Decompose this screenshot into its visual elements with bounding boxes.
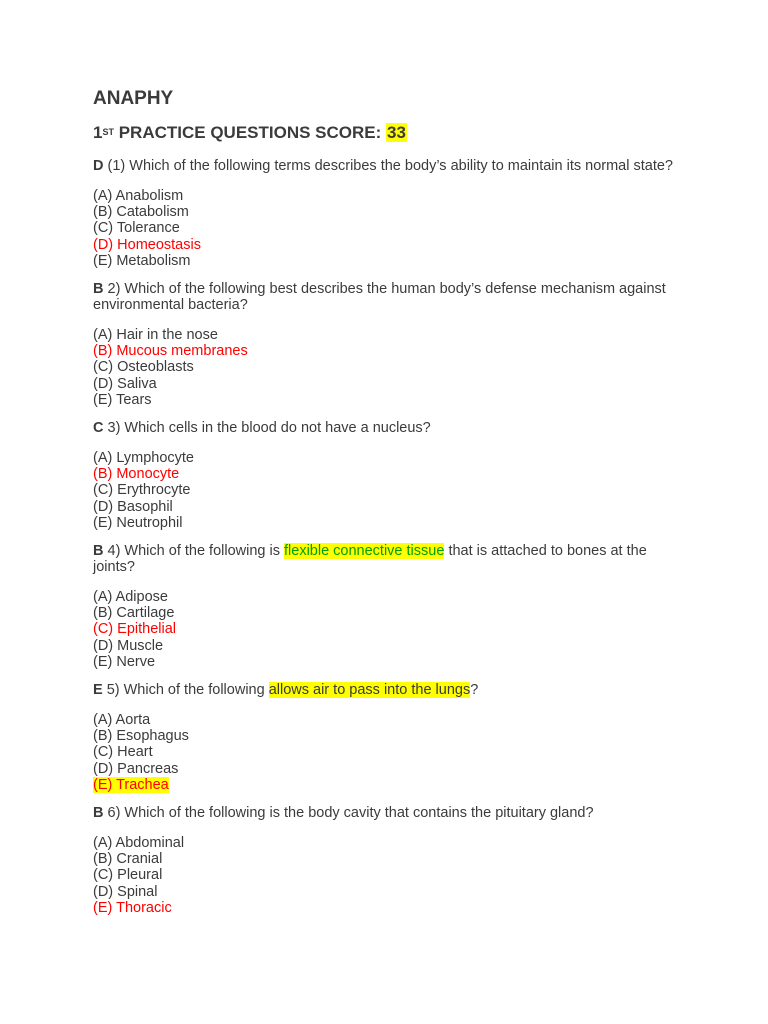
option-4a: (A) Adipose [93, 589, 168, 606]
option-5e-marked: (E) Trachea [93, 776, 169, 793]
option-1c: (C) Tolerance [93, 220, 180, 237]
heading-ordinal: ST [102, 127, 114, 137]
question-2-options [93, 327, 683, 408]
heading-text: PRACTICE QUESTIONS SCORE: [113, 123, 387, 142]
question-4-text-after: that is attached to bones at the joints? [93, 543, 647, 576]
option-2c: (C) Osteoblasts [93, 359, 194, 376]
question-6-answer: B [93, 805, 104, 822]
heading-number: 1 [93, 123, 103, 142]
option-3e: (E) Neutrophil [93, 514, 183, 531]
option-2a: (A) Hair in the nose [93, 327, 218, 344]
option-2b-marked: (B) Mucous membranes [93, 343, 248, 360]
question-5-answer: E [93, 682, 103, 699]
question-5-text-after: ? [470, 682, 479, 699]
question-3-options [93, 450, 683, 531]
question-3 [93, 420, 683, 436]
option-1d-marked: (D) Homeostasis [93, 236, 201, 253]
question-5-options [93, 712, 683, 793]
question-2-text: 2) Which of the following best describes the human body’s defense mechanism against environmental bacteria? [93, 281, 666, 314]
option-1b: (B) Catabolism [93, 204, 189, 221]
question-4-options [93, 589, 683, 670]
question-4 [93, 543, 683, 575]
option-4b: (B) Cartilage [93, 605, 175, 622]
question-2-answer: B [93, 281, 104, 298]
question-3-answer: C [93, 420, 104, 437]
option-6e-marked: (E) Thoracic [93, 899, 172, 916]
score-heading [93, 122, 683, 144]
document-title: ANAPHY [93, 88, 174, 109]
question-5-text-before: 5) Which of the following [102, 682, 269, 699]
score-value: 33 [387, 123, 406, 142]
option-4c-marked: (C) Epithelial [93, 621, 176, 638]
option-3c: (C) Erythrocyte [93, 482, 191, 499]
option-5d: (D) Pancreas [93, 760, 179, 777]
question-6 [93, 805, 683, 821]
question-2 [93, 281, 683, 313]
option-3b-marked: (B) Monocyte [93, 466, 180, 483]
option-5a: (A) Aorta [93, 712, 151, 729]
question-5-highlight: allows air to pass into the lungs [268, 682, 471, 699]
option-6a: (A) Abdominal [93, 835, 185, 852]
option-6c: (C) Pleural [93, 867, 163, 884]
document-content [93, 88, 683, 928]
question-1 [93, 158, 683, 174]
option-1e: (E) Metabolism [93, 252, 191, 269]
option-5b: (B) Esophagus [93, 728, 189, 745]
question-4-answer: B [93, 543, 104, 560]
option-3d: (D) Basophil [93, 498, 173, 515]
question-4-highlight: flexible connective tissue [284, 543, 445, 560]
question-4-text-before: 4) Which of the following is [103, 543, 285, 560]
option-3a: (A) Lymphocyte [93, 450, 194, 467]
question-1-answer: D [93, 158, 104, 174]
question-1-text: (1) Which of the following terms describes the body’s ability to maintain its normal state? [103, 158, 673, 174]
question-1-options [93, 188, 683, 269]
question-5 [93, 682, 683, 698]
option-2e: (E) Tears [93, 391, 152, 408]
option-2d: (D) Saliva [93, 375, 157, 392]
question-6-text: 6) Which of the following is the body cavity that contains the pituitary gland? [103, 805, 594, 822]
option-4d: (D) Muscle [93, 637, 164, 654]
option-5c: (C) Heart [93, 744, 153, 761]
option-4e: (E) Nerve [93, 653, 156, 670]
option-1a: (A) Anabolism [93, 188, 184, 204]
question-3-text: 3) Which cells in the blood do not have a nucleus? [103, 420, 431, 437]
option-6b: (B) Cranial [93, 851, 163, 868]
question-6-options [93, 835, 683, 916]
option-6d: (D) Spinal [93, 883, 158, 900]
